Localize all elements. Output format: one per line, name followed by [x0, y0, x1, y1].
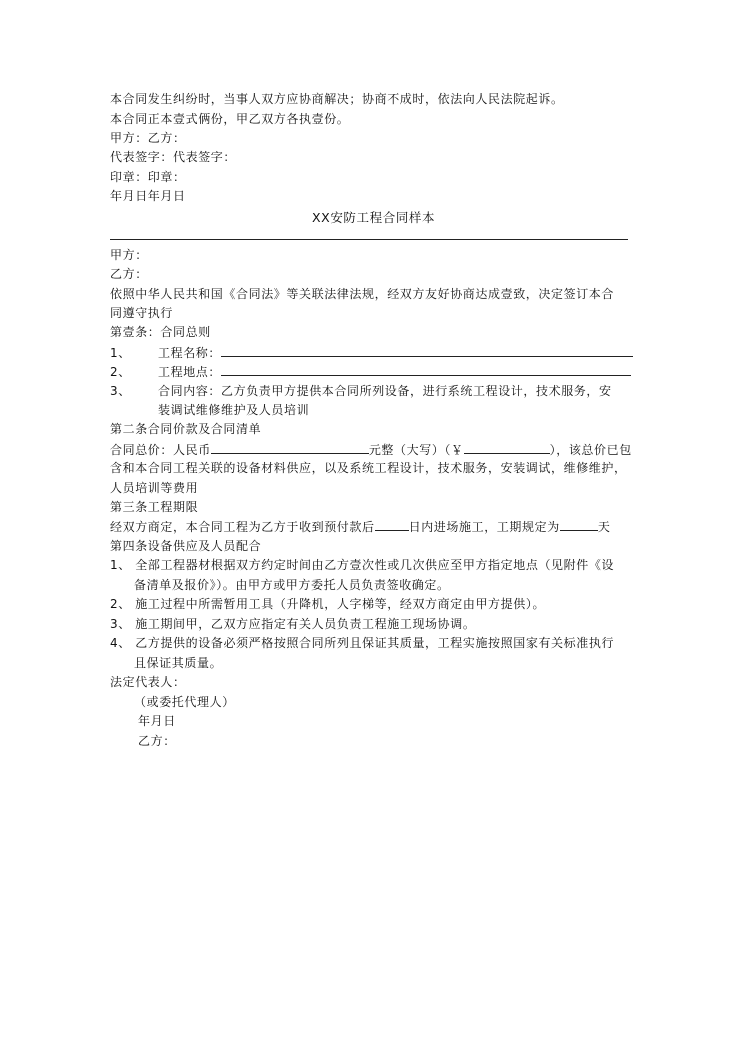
party-a-label: 甲方： [110, 248, 148, 262]
price-scope-line: 含和本合同工程关联的设备材料供应，以及系统工程设计，技术服务，安装调试，维修维护， [110, 461, 627, 475]
item-number: 1、 [110, 346, 131, 360]
article3-heading: 第三条工程期限 [110, 500, 199, 514]
footer-date: 年月日 [138, 714, 176, 728]
price-prefix: 合同总价：人民币 [110, 443, 211, 457]
contract-content-text: 合同内容：乙方负责甲方提供本合同所列设备，进行系统工程设计，技术服务，安 [158, 384, 612, 398]
title-divider [110, 239, 628, 240]
dispute-clause: 本合同发生纠纷时，当事人双方应协商解决；协商不成时，依法向人民法院起诉。 [110, 92, 564, 106]
article4-heading: 第四条设备供应及人员配合 [110, 539, 262, 553]
article1-heading: 第壹条：合同总则 [110, 325, 211, 339]
schedule-text-b: 日内进场施工，工期规定为 [408, 520, 560, 534]
article4-item1-cont: 备清单及报价》）。由甲方或甲方委托人员负责签收确定。 [134, 578, 450, 592]
schedule-text-a: 经双方商定，本合同工程为乙方于收到预付款后 [110, 520, 375, 534]
intro-line-1: 依照中华人民共和国《合同法》等关联法律法规，经双方友好协商达成壹致，决定签订本合 [110, 287, 615, 301]
article2-heading: 第二条合同价款及合同清单 [110, 422, 262, 436]
seal-line: 印章：印章： [110, 170, 186, 184]
price-amount-blank [211, 441, 369, 454]
article1-item2 [110, 363, 631, 380]
contract-price-line [110, 441, 632, 458]
signature-line: 代表签字：代表签字： [110, 150, 237, 164]
copies-clause: 本合同正本壹式俩份，甲乙双方各执壹份。 [110, 112, 350, 126]
project-location-blank [221, 363, 631, 376]
price-suffix: ），该总价已包 [549, 443, 632, 457]
article4-item2: 2、 施工过程中所需暂用工具（升降机，人字梯等，经双方商定由甲方提供）。 [110, 597, 546, 611]
schedule-text-c: 天 [597, 520, 611, 534]
document-title: XX安防工程合同样本 [312, 210, 436, 225]
schedule-line [110, 518, 610, 535]
duration-days-blank [560, 518, 598, 531]
article1-item1 [110, 344, 633, 361]
legal-representative-label: 法定代表人： [110, 675, 186, 689]
price-scope-cont: 人员培训等费用 [110, 481, 199, 495]
start-days-blank [375, 518, 409, 531]
item-number: 2、 [110, 365, 131, 379]
authorized-agent-label: （或委托代理人） [134, 695, 235, 709]
item-number: 3、 [110, 384, 131, 398]
party-b-label: 乙方： [110, 267, 148, 281]
project-location-label: 工程地点： [158, 365, 222, 379]
price-figure-blank [464, 441, 550, 454]
intro-line-2: 同遵守执行 [110, 306, 174, 320]
article4-item4-cont: 且保证其质量。 [134, 656, 223, 670]
contract-content-cont: 装调试维修维护及人员培训 [158, 403, 310, 417]
project-name-label: 工程名称： [158, 346, 222, 360]
article4-item4: 4、 乙方提供的设备必须严格按照合同所列且保证其质量，工程实施按照国家有关标准执行 [110, 636, 615, 650]
article4-item1: 1、 全部工程器材根据双方约定时间由乙方壹次性或几次供应至甲方指定地点（见附件《设 [110, 558, 615, 572]
article4-item3: 3、 施工期间甲，乙双方应指定有关人员负责工程施工现场协调。 [110, 617, 476, 631]
price-mid: 元整（大写）（￥ [368, 443, 464, 457]
project-name-blank [221, 344, 633, 357]
date-line: 年月日年月日 [110, 189, 186, 203]
article1-item3 [110, 383, 612, 399]
parties-line: 甲方：乙方： [110, 131, 186, 145]
footer-party-b: 乙方： [138, 734, 176, 748]
